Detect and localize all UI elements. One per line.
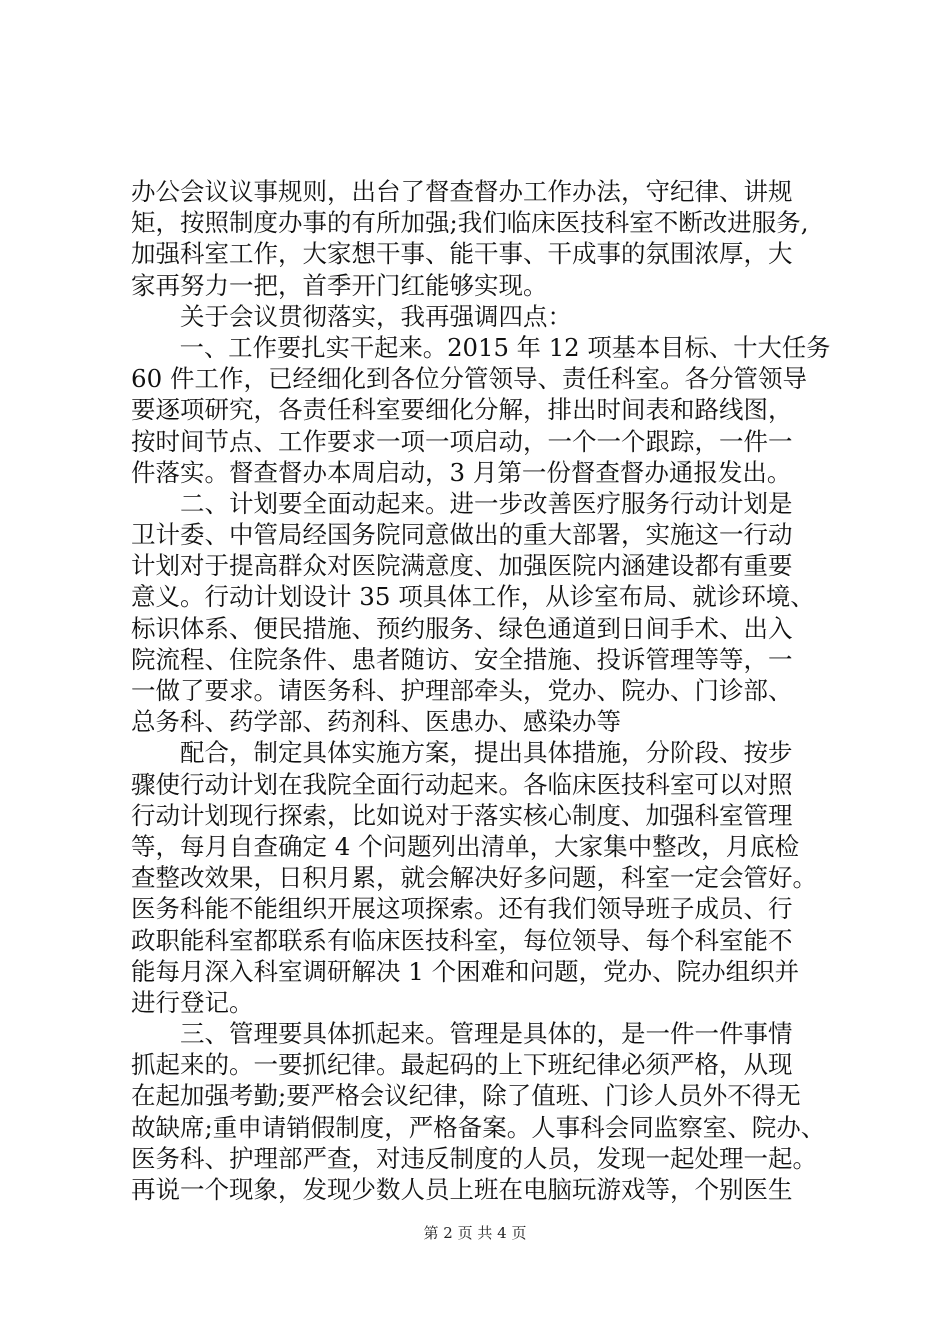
text-line: 再说一个现象，发现少数人员上班在电脑玩游戏等，个别医生: [131, 1175, 793, 1204]
text-line: 抓起来的。一要抓纪律。最起码的上下班纪律必须严格，从现: [131, 1050, 793, 1080]
text-line: 卫计委、中管局经国务院同意做出的重大部署，实施这一行动: [131, 520, 793, 550]
text-line: 60 件工作，已经细化到各位分管领导、责任科室。各分管领导: [131, 364, 807, 394]
text-line: 要逐项研究，各责任科室要细化分解，排出时间表和路线图，: [131, 395, 793, 425]
text-line: 能每月深入科室调研解决 1 个困难和问题，党办、院办组织并: [131, 956, 800, 986]
text-line: 进行登记。: [131, 987, 254, 1017]
text-line: 计划对于提高群众对医院满意度、加强医院内涵建设都有重要: [131, 551, 793, 581]
text-line: 矩，按照制度办事的有所加强;我们临床医技科室不断改进服务,: [131, 208, 809, 238]
text-line: 政职能科室都联系有临床医技科室，每位领导、每个科室能不: [131, 925, 793, 955]
text-line: 院流程、住院条件、患者随访、安全措施、投诉管理等等，一: [131, 644, 793, 674]
text-line: 骤使行动计划在我院全面行动起来。各临床医技科室可以对照: [131, 769, 793, 799]
text-line: 家再努力一把，首季开门红能够实现。: [131, 270, 548, 300]
text-line: 故缺席;重申请销假制度，严格备案。人事科会同监察室、院办、: [131, 1112, 826, 1142]
text-line: 配合，制定具体实施方案，提出具体措施，分阶段、按步: [131, 738, 793, 768]
text-line: 医务科、护理部严查，对违反制度的人员，发现一起处理一起。: [131, 1143, 817, 1173]
text-line: 三、管理要具体抓起来。管理是具体的，是一件一件事情: [131, 1019, 793, 1049]
text-line: 行动计划现行探索，比如说对于落实核心制度、加强科室管理: [131, 800, 793, 830]
text-line: 在起加强考勤;要严格会议纪律，除了值班、门诊人员外不得无: [131, 1081, 801, 1111]
text-line: 关于会议贯彻落实，我再强调四点：: [131, 301, 572, 331]
text-line: 按时间节点、工作要求一项一项启动，一个一个跟踪，一件一: [131, 426, 793, 456]
page-footer: 第 2 页 共 4 页: [423, 1224, 527, 1242]
text-line: 办公会议议事规则，出台了督查督办工作办法，守纪律、讲规: [131, 177, 793, 206]
text-line: 意义。行动计划设计 35 项具体工作，从诊室布局、就诊环境、: [131, 582, 815, 612]
text-line: 查整改效果，日积月累，就会解决好多问题，科室一定会管好。: [131, 863, 817, 893]
text-line: 一做了要求。请医务科、护理部牵头，党办、院办、门诊部、: [131, 676, 793, 705]
text-line: 件落实。督查督办本周启动，3 月第一份督查督办通报发出。: [131, 457, 792, 487]
text-line: 医务科能不能组织开展这项探索。还有我们领导班子成员、行: [131, 894, 793, 924]
text-line: 加强科室工作，大家想干事、能干事、干成事的氛围浓厚，大: [131, 239, 793, 269]
text-line: 总务科、药学部、药剂科、医患办、感染办等: [131, 707, 621, 737]
body-text: [131, 176, 831, 1205]
text-line: 标识体系、便民措施、预约服务、绿色通道到日间手术、出入: [131, 613, 793, 643]
text-line: 二、计划要全面动起来。进一步改善医疗服务行动计划是: [131, 488, 793, 518]
text-line: 一、工作要扎实干起来。2015 年 12 项基本目标、十大任务: [131, 332, 831, 362]
text-line: 等，每月自查确定 4 个问题列出清单，大家集中整改，月底检: [131, 831, 800, 861]
